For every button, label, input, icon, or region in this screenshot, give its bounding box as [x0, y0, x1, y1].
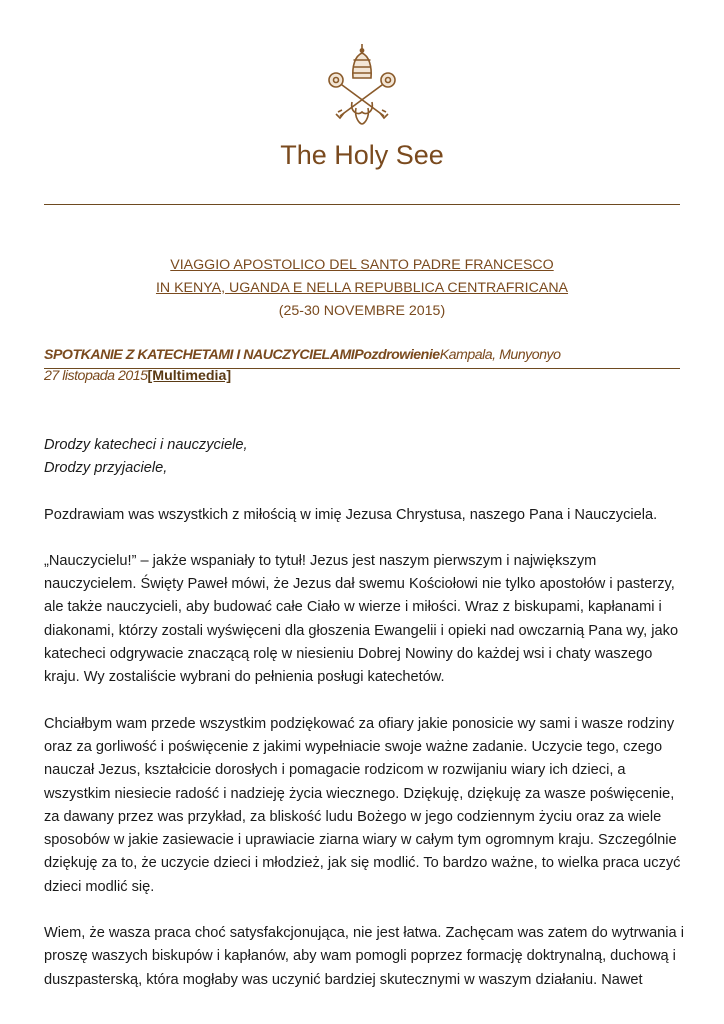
paragraph-1: Pozdrawiam was wszystkich z miłością w imię Jezusa Chrystusa, naszego Pana i Nauczyciela.: [44, 506, 658, 523]
paragraph-2: „Nauczycielu!” – jakże wspaniały to tytuł! Jezus jest naszym pierwszym i największym nauczycielem. Święty Paweł mówi, że Jezus dał swemu Kościołowi nie tylko apostołów i pasterzy, ale także nauczycieli, aby budować całe Ciało w wierze i miłości. Wraz z biskupami, kapłanami i diakonami, którzy zostali wyświęceni dla głoszenia Ewangelii i opieki nad owczarnią Pana wy, jako katecheci odgrywacie znaczącą rolę w niesieniu Dobrej Nowiny do każdej wsi i chaty waszego kraju. Wy zostaliście wybrani do pełnienia posługi katechetów.: [44, 552, 679, 686]
paragraph-3: Chciałbym wam przede wszystkim podziękować za ofiary jakie ponosicie wy sami i wasze rodziny oraz za gorliwość i poświęcenie z jakimi wypełniacie swoje ważne zadanie. Uczycie tego, czego nauczał Jezus, kształcicie dorosłych i pomagacie rodzicom w rozwijaniu wiary ich dzieci, a wszystkim niesiecie radość i nadzieję życia wiecznego. Dziękuję, dziękuję za wasze poświęcenie, za dawany przez was przykład, za bliskość ludu Bożego w jego codziennym życiu oraz za wiele sposobów w jakie zasiewacie i uprawiacie ziarna wiary w całym tym ogromnym kraju. Szczególnie dziękuję za to, że uczycie dzieci i młodzież, jak się modlić. To bardzo ważne, to wielka praca uczyć dzieci modlić się.: [44, 715, 681, 895]
event-subtitle: Pozdrowienie: [354, 347, 440, 363]
event-heading: [44, 345, 684, 387]
trip-heading: [0, 254, 724, 323]
greeting-line-2: Drodzy przyjaciele,: [44, 460, 168, 477]
event-divider: [44, 368, 680, 369]
event-title: SPOTKANIE Z KATECHETAMI I NAUCZYCIELAMI: [44, 347, 355, 363]
multimedia-link[interactable]: [Multimedia]: [147, 368, 232, 384]
site-title[interactable]: The Holy See: [280, 140, 444, 170]
event-place: Kampala, Munyonyo: [439, 347, 561, 363]
trip-link-line2[interactable]: IN KENYA, UGANDA E NELLA REPUBBLICA CENTRAFRICANA: [155, 280, 569, 296]
papal-keys-tiara-emblem-icon: [322, 42, 402, 126]
greeting-line-1: Drodzy katecheci i nauczyciele,: [44, 437, 248, 453]
event-date: 27 listopada 2015: [44, 368, 148, 384]
trip-dates: (25-30 NOVEMBRE 2015): [278, 303, 446, 319]
speech-body: [44, 434, 684, 1015]
header-divider: [44, 204, 680, 205]
trip-link-line1[interactable]: VIAGGIO APOSTOLICO DEL SANTO PADRE FRANCESCO: [170, 257, 554, 273]
paragraph-4: Wiem, że wasza praca choć satysfakcjonująca, nie jest łatwa. Zachęcam was zatem do wytrwania i proszę waszych biskupów i kapłanów, aby wam pomogli poprzez formację doktrynalną, duchową i duszpasterską, która mogłaby was uczynić bardziej skutecznymi w waszym działaniu. Nawet: [44, 925, 684, 988]
